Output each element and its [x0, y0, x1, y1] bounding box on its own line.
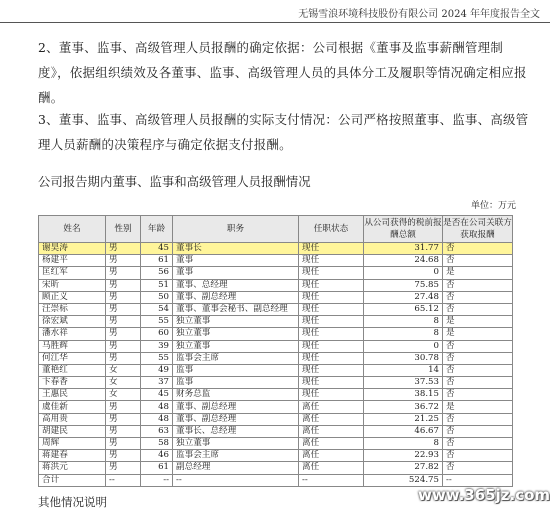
cell-status: 现任 — [299, 279, 364, 291]
cell-related: 否 — [443, 377, 513, 389]
cell-status: 现任 — [299, 340, 364, 352]
cell-position: 独立董事 — [173, 340, 299, 352]
cell-position: 独立董事 — [173, 438, 299, 450]
cell-pay: 8 — [364, 328, 443, 340]
other-info-label: 其他情况说明 — [38, 495, 107, 509]
cell-age: 51 — [141, 279, 173, 291]
cell-pay: 22.93 — [364, 450, 443, 462]
cell-related: 否 — [443, 291, 513, 303]
report-title: 无锡雪浪环境科技股份有限公司 2024 年年度报告全文 — [298, 9, 540, 20]
paragraph-remuneration-payment: 3、董事、监事、高级管理人员报酬的实际支付情况：公司严格按照董事、监事、高级管理人员薪酬的决策程序与确定依据支付报酬。 — [38, 112, 529, 152]
cell-status: 离任 — [299, 462, 364, 474]
cell-age: 55 — [141, 316, 173, 328]
cell-status: 现任 — [299, 255, 364, 267]
cell-position: 董事、董事会秘书、副总经理 — [173, 303, 299, 315]
table-row — [39, 389, 513, 401]
cell-name: 卞春香 — [39, 377, 106, 389]
header-age: 年龄 — [141, 216, 173, 243]
cell-gender: 男 — [106, 279, 141, 291]
cell-status: 现任 — [299, 352, 364, 364]
cell-related: 是 — [443, 401, 513, 413]
cell-related: 否 — [443, 340, 513, 352]
header-status: 任职状态 — [299, 216, 364, 243]
cell-pay: 75.85 — [364, 279, 443, 291]
cell-age: 46 — [141, 450, 173, 462]
cell-gender: 男 — [106, 303, 141, 315]
cell-name: 何江华 — [39, 352, 106, 364]
cell-related: 否 — [443, 279, 513, 291]
cell-age: 45 — [141, 389, 173, 401]
table-row — [39, 303, 513, 315]
cell-age: 48 — [141, 413, 173, 425]
cell-status: 离任 — [299, 425, 364, 437]
cell-gender: 男 — [106, 328, 141, 340]
cell-related: 否 — [443, 462, 513, 474]
table-row — [39, 279, 513, 291]
cell-pay: 524.75 — [364, 474, 443, 486]
table-row — [39, 243, 513, 255]
cell-pay: 24.68 — [364, 255, 443, 267]
cell-pay: 27.82 — [364, 462, 443, 474]
cell-position: 独立董事 — [173, 316, 299, 328]
table-row — [39, 462, 513, 474]
cell-name: 合计 — [39, 474, 106, 486]
cell-status: 离任 — [299, 438, 364, 450]
cell-gender: 男 — [106, 316, 141, 328]
cell-position: 董事、副总经理 — [173, 401, 299, 413]
cell-pay: 14 — [364, 364, 443, 376]
cell-pay: 21.25 — [364, 413, 443, 425]
table-row — [39, 328, 513, 340]
cell-pay: 0 — [364, 340, 443, 352]
cell-gender: 男 — [106, 291, 141, 303]
cell-related: 否 — [443, 364, 513, 376]
cell-status: 离任 — [299, 413, 364, 425]
table-header-row — [39, 216, 513, 243]
cell-pay: 0 — [364, 267, 443, 279]
cell-age: 61 — [141, 255, 173, 267]
cell-name: 董艳红 — [39, 364, 106, 376]
cell-gender: -- — [106, 474, 141, 486]
cell-age: 50 — [141, 291, 173, 303]
cell-status: 现任 — [299, 243, 364, 255]
cell-position: 董事、副总经理 — [173, 291, 299, 303]
cell-position: 董事 — [173, 255, 299, 267]
remuneration-table — [38, 215, 513, 487]
cell-position: 董事长、总经理 — [173, 425, 299, 437]
cell-related: -- — [443, 474, 513, 486]
cell-age: 60 — [141, 328, 173, 340]
cell-gender: 男 — [106, 267, 141, 279]
table-row — [39, 340, 513, 352]
cell-position: 监事 — [173, 377, 299, 389]
table-row — [39, 316, 513, 328]
cell-age: 39 — [141, 340, 173, 352]
cell-name: 匡红军 — [39, 267, 106, 279]
cell-gender: 女 — [106, 377, 141, 389]
cell-position: -- — [173, 474, 299, 486]
cell-related: 是 — [443, 328, 513, 340]
cell-name: 蒋建春 — [39, 450, 106, 462]
cell-gender: 女 — [106, 389, 141, 401]
cell-age: 37 — [141, 377, 173, 389]
cell-gender: 男 — [106, 438, 141, 450]
cell-name: 高用贵 — [39, 413, 106, 425]
cell-related: 否 — [443, 438, 513, 450]
table-total-row — [39, 474, 513, 486]
cell-position: 监事 — [173, 364, 299, 376]
cell-age: 45 — [141, 243, 173, 255]
header-related-party: 是否在公司关联方获取报酬 — [443, 216, 513, 243]
cell-related: 是 — [443, 316, 513, 328]
table-row — [39, 413, 513, 425]
cell-related: 否 — [443, 243, 513, 255]
cell-related: 否 — [443, 389, 513, 401]
table-row — [39, 450, 513, 462]
cell-status: 现任 — [299, 328, 364, 340]
cell-gender: 男 — [106, 243, 141, 255]
cell-name: 潘水祥 — [39, 328, 106, 340]
cell-gender: 男 — [106, 352, 141, 364]
cell-age: 48 — [141, 401, 173, 413]
table-section-title: 公司报告期内董事、监事和高级管理人员报酬情况 — [38, 174, 311, 189]
cell-position: 董事、副总经理 — [173, 413, 299, 425]
cell-status: 现任 — [299, 389, 364, 401]
cell-gender: 男 — [106, 255, 141, 267]
cell-status: 离任 — [299, 401, 364, 413]
cell-pay: 30.78 — [364, 352, 443, 364]
cell-gender: 男 — [106, 401, 141, 413]
cell-name: 顾正义 — [39, 291, 106, 303]
cell-gender: 男 — [106, 425, 141, 437]
cell-position: 董事长 — [173, 243, 299, 255]
cell-pay: 8 — [364, 316, 443, 328]
cell-name: 杨建平 — [39, 255, 106, 267]
cell-name: 马胜辉 — [39, 340, 106, 352]
cell-age: 56 — [141, 267, 173, 279]
cell-status: 现任 — [299, 316, 364, 328]
header-name: 姓名 — [39, 216, 106, 243]
cell-related: 否 — [443, 425, 513, 437]
cell-age: 61 — [141, 462, 173, 474]
table-row — [39, 438, 513, 450]
header-pay-total: 从公司获得的税前报酬总额 — [364, 216, 443, 243]
cell-gender: 男 — [106, 450, 141, 462]
cell-status: -- — [299, 474, 364, 486]
cell-pay: 46.67 — [364, 425, 443, 437]
cell-status: 现任 — [299, 267, 364, 279]
cell-related: 否 — [443, 303, 513, 315]
cell-related: 否 — [443, 413, 513, 425]
cell-age: 63 — [141, 425, 173, 437]
cell-pay: 38.15 — [364, 389, 443, 401]
table-row — [39, 377, 513, 389]
cell-age: -- — [141, 474, 173, 486]
cell-gender: 男 — [106, 462, 141, 474]
table-row — [39, 364, 513, 376]
cell-gender: 女 — [106, 364, 141, 376]
cell-position: 独立董事 — [173, 328, 299, 340]
cell-position: 董事、总经理 — [173, 279, 299, 291]
cell-name: 虞佳新 — [39, 401, 106, 413]
cell-status: 离任 — [299, 450, 364, 462]
unit-label: 单位：万元 — [470, 201, 516, 211]
table-row — [39, 425, 513, 437]
cell-position: 监事会主席 — [173, 352, 299, 364]
cell-name: 王惠民 — [39, 389, 106, 401]
cell-related: 否 — [443, 255, 513, 267]
cell-name: 汪崇标 — [39, 303, 106, 315]
cell-position: 监事会主席 — [173, 450, 299, 462]
cell-status: 现任 — [299, 291, 364, 303]
cell-name: 宋昕 — [39, 279, 106, 291]
cell-pay: 36.72 — [364, 401, 443, 413]
cell-name: 胡建民 — [39, 425, 106, 437]
cell-name: 蒋洪元 — [39, 462, 106, 474]
cell-gender: 男 — [106, 413, 141, 425]
cell-position: 副总经理 — [173, 462, 299, 474]
cell-gender: 男 — [106, 340, 141, 352]
table-row — [39, 352, 513, 364]
table-row — [39, 401, 513, 413]
page-header — [0, 0, 550, 23]
table-row — [39, 255, 513, 267]
cell-name: 周辉 — [39, 438, 106, 450]
cell-related: 是 — [443, 267, 513, 279]
paragraph-remuneration-basis: 2、董事、监事、高级管理人员报酬的确定依据：公司根据《董事及监事薪酬管理制度》，依据组织绩效及各董事、监事、高级管理人员的具体分工及履职等情况确定相应报酬。 — [38, 40, 527, 105]
cell-position: 财务总监 — [173, 389, 299, 401]
cell-age: 49 — [141, 364, 173, 376]
cell-status: 现任 — [299, 377, 364, 389]
table-row — [39, 291, 513, 303]
cell-name: 徐宏斌 — [39, 316, 106, 328]
header-position: 职务 — [173, 216, 299, 243]
site-watermark: www.365jz.com — [418, 486, 550, 504]
cell-name: 谢昊涛 — [39, 243, 106, 255]
cell-related: 否 — [443, 450, 513, 462]
cell-status: 现任 — [299, 364, 364, 376]
cell-pay: 27.48 — [364, 291, 443, 303]
cell-related: 否 — [443, 352, 513, 364]
cell-pay: 37.53 — [364, 377, 443, 389]
cell-age: 58 — [141, 438, 173, 450]
cell-age: 55 — [141, 352, 173, 364]
cell-pay: 8 — [364, 438, 443, 450]
cell-status: 现任 — [299, 303, 364, 315]
header-gender: 性别 — [106, 216, 141, 243]
cell-pay: 65.12 — [364, 303, 443, 315]
cell-age: 54 — [141, 303, 173, 315]
table-row — [39, 267, 513, 279]
cell-pay: 31.77 — [364, 243, 443, 255]
cell-position: 董事 — [173, 267, 299, 279]
